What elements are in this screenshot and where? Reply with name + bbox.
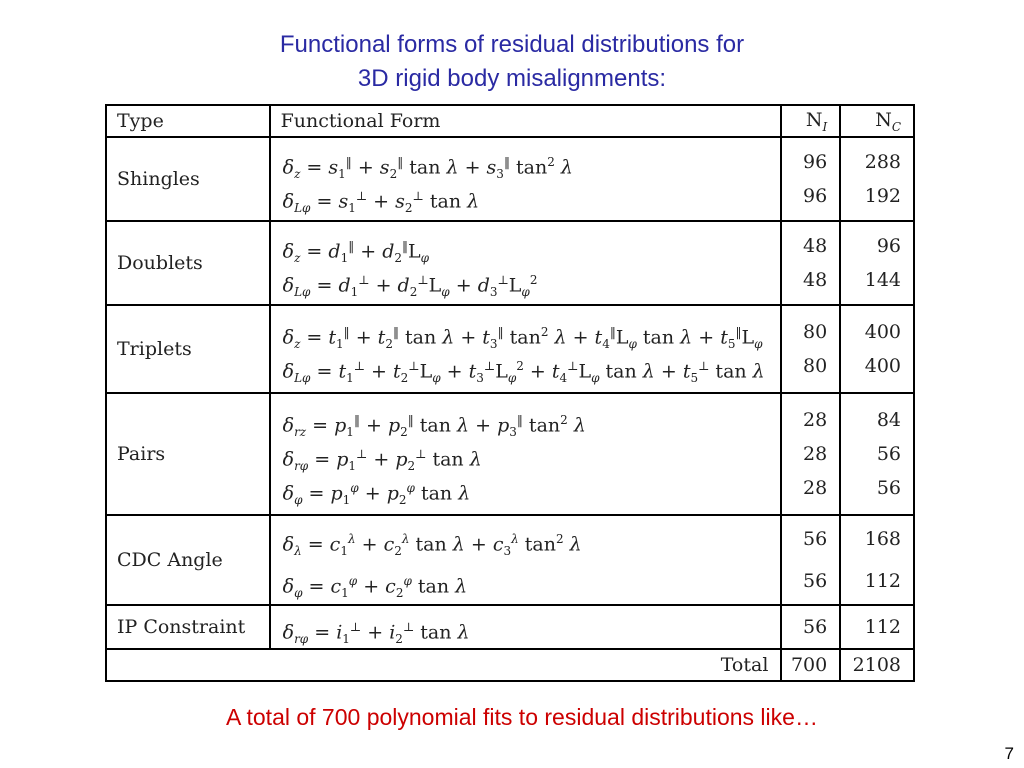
nc-cell: 288 192 bbox=[840, 137, 914, 221]
form-cell bbox=[270, 137, 782, 221]
table-row bbox=[106, 221, 914, 305]
title-line-1: Functional forms of residual distributions for bbox=[279, 31, 745, 58]
form-cell bbox=[270, 305, 782, 393]
table-row bbox=[106, 305, 914, 393]
formula: $\delta_{r\varphi} = i_1^\perp + i_2^\perp$ tan λ bbox=[282, 620, 470, 647]
misalignment-table bbox=[105, 104, 915, 682]
header-form: Functional Form bbox=[270, 105, 782, 137]
type-cell: Pairs bbox=[106, 393, 270, 515]
nc-cell: 84 56 56 bbox=[840, 393, 914, 515]
ni-cell: 56 bbox=[781, 605, 840, 649]
ni-cell: 48 48 bbox=[781, 221, 840, 305]
formula: $\delta_{L\varphi} = t_1^\perp + t_2^\perp L_\varphi + t_3^\perp L_\varphi^2 + t_4^\perp L_\varphi$ $\tan \lambda + t_5^\perp$ tan λ bbox=[282, 359, 765, 386]
formula: $\delta_{L\varphi} = s_1^\perp + s_2^\perp$ tan λ bbox=[282, 189, 480, 216]
total-row bbox=[106, 649, 914, 681]
ni-cell: 56 56 bbox=[781, 515, 840, 605]
table-row bbox=[106, 515, 914, 605]
ni-cell: 28 28 28 bbox=[781, 393, 840, 515]
table-row bbox=[106, 393, 914, 515]
nc-cell: 96 144 bbox=[840, 221, 914, 305]
slide-caption: A total of 700 polynomial fits to residual distributions like… bbox=[226, 704, 818, 730]
slide-title bbox=[0, 28, 1024, 96]
formula: $\delta_\varphi = p_1^\varphi + p_2^\varphi$ tan λ bbox=[282, 481, 471, 508]
form-cell bbox=[270, 393, 782, 515]
nc-cell: 168 112 bbox=[840, 515, 914, 605]
formula: $\delta_z = t_1^‖ + t_2^‖$ $\tan \lambda + t_3^‖$ $\tan^2 \lambda + t_4^‖L_\varphi$ $\tan \lambda + t_5^‖L_\varphi$ bbox=[282, 325, 763, 352]
nc-cell: 112 bbox=[840, 605, 914, 649]
ni-cell: 80 80 bbox=[781, 305, 840, 393]
header-row bbox=[106, 105, 914, 137]
page-number: 7 bbox=[1004, 744, 1014, 763]
type-cell: IP Constraint bbox=[106, 605, 270, 649]
header-ni: $N_I$ bbox=[781, 105, 840, 137]
form-cell bbox=[270, 221, 782, 305]
table-row bbox=[106, 605, 914, 649]
ni-cell: 96 96 bbox=[781, 137, 840, 221]
total-ni: 700 bbox=[781, 649, 840, 681]
type-cell: CDC Angle bbox=[106, 515, 270, 605]
formula: $\delta_z = d_1^‖ + d_2^‖L_\varphi$ bbox=[282, 239, 430, 266]
form-cell bbox=[270, 515, 782, 605]
formula: $\delta_\lambda = c_1^\lambda + c_2^\lambda$ $\tan \lambda + c_3^\lambda$ $\tan^2 \lambda$ bbox=[282, 532, 582, 559]
type-cell: Doublets bbox=[106, 221, 270, 305]
table-row bbox=[106, 137, 914, 221]
type-cell: Triplets bbox=[106, 305, 270, 393]
total-label: Total bbox=[270, 649, 782, 681]
title-line-2: 3D rigid body misalignments: bbox=[357, 65, 667, 92]
total-nc: 2108 bbox=[840, 649, 914, 681]
type-cell: Shingles bbox=[106, 137, 270, 221]
header-type: Type bbox=[106, 105, 270, 137]
formula: $\delta_{r\varphi} = p_1^\perp + p_2^\perp$ tan λ bbox=[282, 447, 482, 474]
formula: $\delta_{rz} = p_1^‖ + p_2^‖$ $\tan \lambda + p_3^‖$ $\tan^2 \lambda$ bbox=[282, 413, 586, 440]
formula: $\delta_{L\varphi} = d_1^\perp + d_2^\perp L_\varphi + d_3^\perp L_\varphi^2$ bbox=[282, 273, 538, 300]
formula: $\delta_\varphi = c_1^\varphi + c_2^\varphi$ tan λ bbox=[282, 574, 468, 601]
form-cell bbox=[270, 605, 782, 649]
nc-cell: 400 400 bbox=[840, 305, 914, 393]
formula: $\delta_z = s_1^‖ + s_2^‖$ $\tan \lambda + s_3^‖$ $\tan^2 \lambda$ bbox=[282, 155, 573, 182]
header-nc: $N_C$ bbox=[840, 105, 914, 137]
total-spacer bbox=[106, 649, 270, 681]
